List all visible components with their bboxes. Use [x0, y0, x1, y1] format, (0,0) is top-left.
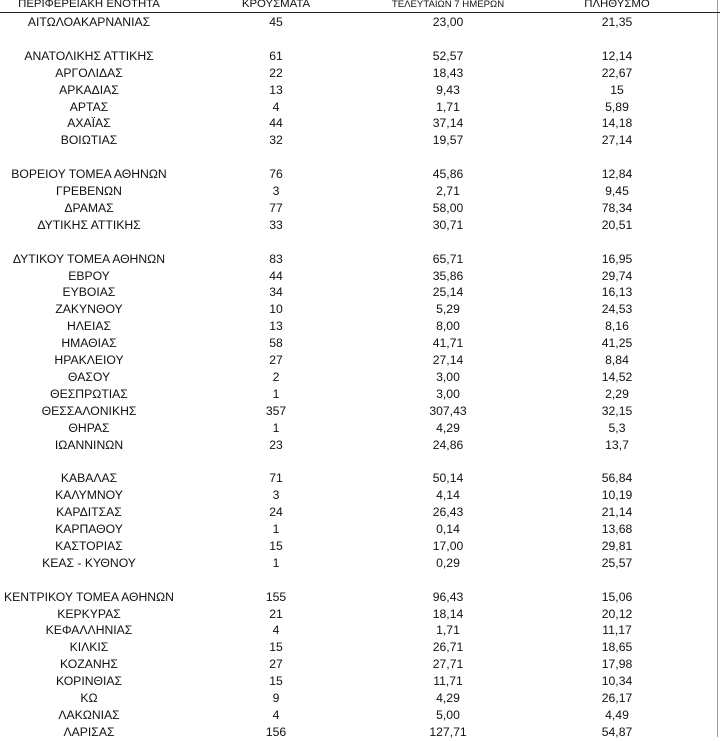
population-cell: 17,98 — [601, 657, 633, 672]
region-cell: ΚΑΡΠΑΘΟΥ — [55, 522, 123, 536]
region-cell: ΚΟΡΙΝΘΙΑΣ — [55, 674, 123, 689]
last7-cell: 1,71 — [436, 623, 460, 638]
region-cell: ΑΝΑΤΟΛΙΚΗΣ ΑΤΤΙΚΗΣ — [24, 48, 154, 63]
population-cell: 2,29 — [605, 386, 629, 401]
region-cell: ΗΡΑΚΛΕΙΟΥ — [54, 353, 124, 367]
table-row — [0, 521, 720, 538]
last7-cell: 58,00 — [432, 200, 464, 215]
population-cell: 20,51 — [601, 217, 633, 232]
table-row — [0, 487, 720, 504]
population-cell: 25,57 — [601, 555, 633, 570]
cases-cell: 21 — [269, 606, 283, 621]
last7-cell: 3,00 — [436, 386, 460, 401]
population-cell: 56,84 — [601, 471, 633, 486]
last7-cell: 11,71 — [433, 674, 463, 689]
cases-cell: 1 — [272, 386, 280, 401]
last7-cell: 9,43 — [436, 82, 460, 97]
region-cell: ΙΩΑΝΝΙΝΩΝ — [54, 437, 124, 452]
last7-cell: 52,57 — [432, 48, 464, 63]
table-row — [0, 48, 720, 65]
cases-cell: 4 — [272, 623, 280, 638]
region-cell: ΛΑΡΙΣΑΣ — [63, 724, 115, 739]
cases-cell: 9 — [272, 691, 280, 705]
region-cell: ΒΟΙΩΤΙΑΣ — [60, 133, 118, 148]
last7-cell: 65,71 — [432, 251, 464, 266]
region-cell: ΛΑΚΩΝΙΑΣ — [58, 707, 120, 722]
last7-cell: 41,71 — [432, 336, 464, 351]
last7-cell: 5,29 — [436, 302, 460, 317]
region-cell: ΚΙΛΚΙΣ — [69, 640, 109, 655]
population-cell: 29,81 — [601, 538, 633, 553]
cases-cell: 61 — [269, 48, 283, 63]
table-row — [0, 555, 720, 572]
region-cell: ΘΑΣΟΥ — [67, 369, 111, 384]
region-cell: ΗΛΕΙΑΣ — [66, 319, 112, 334]
population-cell: 14,52 — [601, 369, 633, 384]
header-region: ΠΕΡΙΦΕΡΕΙΑΚΗ ΕΝΟΤΗΤΑ — [18, 0, 160, 10]
cases-cell: 34 — [269, 285, 283, 300]
population-cell: 11,17 — [602, 623, 632, 638]
cases-cell: 1 — [272, 555, 280, 570]
cases-cell: 83 — [269, 251, 283, 266]
last7-cell: 3,00 — [436, 369, 460, 384]
table-row — [0, 132, 720, 149]
cases-cell: 155 — [265, 589, 287, 604]
region-cell: ΕΥΒΟΙΑΣ — [62, 285, 116, 300]
cases-cell: 71 — [269, 471, 283, 486]
region-cell: ΚΕΝΤΡΙΚΟΥ ΤΟΜΕΑ ΑΘΗΝΩΝ — [4, 589, 174, 604]
last7-cell: 25,14 — [432, 285, 464, 300]
header-underline — [0, 12, 720, 13]
population-cell: 22,67 — [601, 65, 633, 80]
population-cell: 4,49 — [605, 707, 629, 722]
region-cell: ΒΟΡΕΙΟΥ ΤΟΜΕΑ ΑΘΗΝΩΝ — [11, 167, 167, 182]
cases-cell: 1 — [272, 522, 280, 536]
population-cell: 8,84 — [605, 353, 629, 367]
population-cell: 13,7 — [605, 437, 629, 452]
header-cases: ΚΡΟΥΣΜΑΤΑ — [241, 0, 311, 10]
population-cell: 54,87 — [601, 724, 633, 739]
last7-cell: 37,14 — [432, 116, 464, 131]
region-cell: ΚΕΦΑΛΛΗΝΙΑΣ — [45, 623, 133, 638]
region-cell: ΚΟΖΑΝΗΣ — [60, 657, 118, 672]
last7-cell: 307,43 — [429, 403, 467, 418]
population-cell: 14,18 — [601, 116, 633, 131]
region-cell: ΗΜΑΘΙΑΣ — [61, 336, 117, 351]
region-cell: ΘΗΡΑΣ — [68, 420, 110, 435]
population-cell: 26,17 — [601, 691, 633, 705]
population-cell: 21,14 — [601, 505, 633, 520]
region-cell: ΑΡΓΟΛΙΔΑΣ — [55, 65, 123, 80]
population-cell: 20,12 — [601, 606, 633, 621]
last7-cell: 4,29 — [436, 691, 460, 705]
population-cell: 5,89 — [605, 99, 629, 114]
table-row — [0, 65, 720, 82]
cases-cell: 13 — [269, 82, 283, 97]
region-cell: ΑΡΤΑΣ — [69, 99, 109, 114]
region-cell: ΔΡΑΜΑΣ — [64, 200, 114, 215]
cases-cell: 4 — [272, 707, 280, 722]
population-cell: 12,14 — [601, 48, 633, 63]
last7-cell: 2,71 — [436, 184, 460, 198]
cases-cell: 1 — [272, 420, 280, 435]
cases-cell: 27 — [269, 657, 283, 672]
cases-cell: 33 — [269, 217, 283, 232]
population-cell: 24,53 — [601, 302, 633, 317]
table-row — [0, 420, 720, 437]
population-cell: 29,74 — [601, 268, 633, 283]
region-cell: ΚΕΑΣ - ΚΥΘΝΟΥ — [42, 555, 136, 570]
population-cell: 5,3 — [608, 420, 626, 435]
cases-cell: 4 — [272, 99, 280, 114]
population-cell: 41,25 — [601, 336, 633, 351]
last7-cell: 18,14 — [432, 606, 464, 621]
cases-cell: 15 — [269, 538, 283, 553]
table-row — [0, 200, 720, 217]
table-row — [0, 707, 720, 724]
table-row — [0, 673, 720, 690]
region-cell: ΚΑΣΤΟΡΙΑΣ — [55, 538, 123, 553]
cases-cell: 10 — [269, 302, 283, 317]
cases-cell: 58 — [269, 336, 283, 351]
last7-cell: 8,00 — [436, 319, 460, 334]
table-row — [0, 504, 720, 521]
table-row — [0, 217, 720, 234]
table-row — [0, 318, 720, 335]
last7-cell: 17,00 — [432, 538, 464, 553]
last7-cell: 45,86 — [432, 167, 464, 182]
table-row — [0, 82, 720, 99]
population-cell: 15 — [610, 82, 624, 97]
region-cell: ΑΙΤΩΛΟΑΚΑΡΝΑΝΙΑΣ — [27, 15, 151, 29]
population-cell: 13,68 — [601, 522, 633, 536]
cases-cell: 15 — [269, 674, 283, 689]
population-cell: 10,34 — [601, 674, 633, 689]
cases-cell: 45 — [269, 15, 283, 29]
population-cell: 18,65 — [601, 640, 633, 655]
last7-cell: 0,29 — [436, 555, 460, 570]
table-row — [0, 639, 720, 656]
table-row — [0, 386, 720, 403]
table-row — [0, 690, 720, 707]
table-row — [0, 538, 720, 555]
table-row — [0, 622, 720, 639]
population-cell: 21,35 — [601, 15, 633, 29]
table-row — [0, 14, 720, 31]
region-cell: ΚΩ — [80, 691, 98, 705]
cases-cell: 23 — [269, 437, 283, 452]
header-last7: ΤΕΛΕΥΤΑΙΩΝ 7 ΗΜΕΡΩΝ — [391, 0, 505, 10]
population-cell: 16,13 — [601, 285, 633, 300]
region-cell: ΚΑΡΔΙΤΣΑΣ — [56, 505, 122, 520]
region-cell: ΖΑΚΥΝΘΟΥ — [55, 302, 123, 317]
region-cell: ΔΥΤΙΚΟΥ ΤΟΜΕΑ ΑΘΗΝΩΝ — [12, 251, 166, 266]
last7-cell: 4,14 — [436, 488, 460, 503]
table-row — [0, 268, 720, 285]
cases-cell: 3 — [272, 184, 280, 198]
region-cell: ΓΡΕΒΕΝΩΝ — [56, 184, 122, 198]
cases-cell: 2 — [272, 369, 280, 384]
table-row — [0, 301, 720, 318]
region-cell: ΘΕΣΠΡΩΤΙΑΣ — [50, 386, 128, 401]
table-row — [0, 251, 720, 268]
last7-cell: 19,57 — [432, 133, 464, 148]
cases-cell: 357 — [265, 403, 287, 418]
cases-cell: 76 — [269, 167, 283, 182]
population-cell: 27,14 — [601, 133, 633, 148]
header-population: ΠΛΗΘΥΣΜΟ — [584, 0, 650, 10]
cases-cell: 44 — [269, 268, 283, 283]
table-row — [0, 166, 720, 183]
last7-cell: 23,00 — [432, 15, 464, 29]
table-row — [0, 369, 720, 386]
cases-cell: 24 — [269, 505, 283, 520]
population-cell: 78,34 — [601, 200, 633, 215]
population-cell: 12,84 — [601, 167, 633, 182]
cases-cell: 156 — [265, 724, 287, 739]
region-cell: ΔΥΤΙΚΗΣ ΑΤΤΙΚΗΣ — [37, 217, 141, 232]
cases-cell: 15 — [269, 640, 283, 655]
region-cell: ΚΑΒΑΛΑΣ — [60, 471, 118, 486]
last7-cell: 24,86 — [432, 437, 464, 452]
table-row — [0, 470, 720, 487]
table-row — [0, 589, 720, 606]
last7-cell: 27,14 — [432, 353, 464, 367]
cases-cell: 27 — [269, 353, 283, 367]
last7-cell: 27,71 — [432, 657, 464, 672]
last7-cell: 5,00 — [436, 707, 460, 722]
table-row — [0, 183, 720, 200]
last7-cell: 50,14 — [432, 471, 464, 486]
table-row — [0, 115, 720, 132]
last7-cell: 35,86 — [432, 268, 464, 283]
table-row — [0, 335, 720, 352]
population-cell: 10,19 — [601, 488, 633, 503]
last7-cell: 127,71 — [429, 724, 467, 739]
cases-cell: 13 — [269, 319, 283, 334]
region-cell: ΑΡΚΑΔΙΑΣ — [59, 82, 119, 97]
region-cell: ΚΑΛΥΜΝΟΥ — [55, 488, 123, 503]
population-cell: 15,06 — [601, 589, 633, 604]
last7-cell: 96,43 — [432, 589, 464, 604]
population-cell: 16,95 — [601, 251, 633, 266]
cases-cell: 44 — [269, 116, 283, 131]
table-row — [0, 724, 720, 741]
cases-cell: 32 — [269, 133, 283, 148]
table-row — [0, 403, 720, 420]
region-cell: ΚΕΡΚΥΡΑΣ — [57, 606, 121, 621]
population-cell: 8,16 — [605, 319, 629, 334]
table-row — [0, 284, 720, 301]
last7-cell: 0,14 — [436, 522, 460, 536]
table-row — [0, 606, 720, 623]
table-row — [0, 437, 720, 454]
table-row — [0, 99, 720, 116]
last7-cell: 26,43 — [432, 505, 464, 520]
last7-cell: 4,29 — [436, 420, 460, 435]
cases-cell: 77 — [269, 200, 283, 215]
last7-cell: 18,43 — [432, 65, 464, 80]
table-row — [0, 352, 720, 369]
population-cell: 9,45 — [605, 184, 629, 198]
region-cell: ΘΕΣΣΑΛΟΝΙΚΗΣ — [41, 403, 137, 418]
last7-cell: 30,71 — [432, 217, 464, 232]
population-cell: 32,15 — [601, 403, 633, 418]
region-cell: ΕΒΡΟΥ — [68, 268, 110, 283]
region-cell: ΑΧΑΪΑΣ — [67, 116, 111, 131]
cases-cell: 22 — [269, 65, 283, 80]
last7-cell: 26,71 — [432, 640, 464, 655]
last7-cell: 1,71 — [436, 99, 460, 114]
cases-cell: 3 — [272, 488, 280, 503]
table-row — [0, 656, 720, 673]
